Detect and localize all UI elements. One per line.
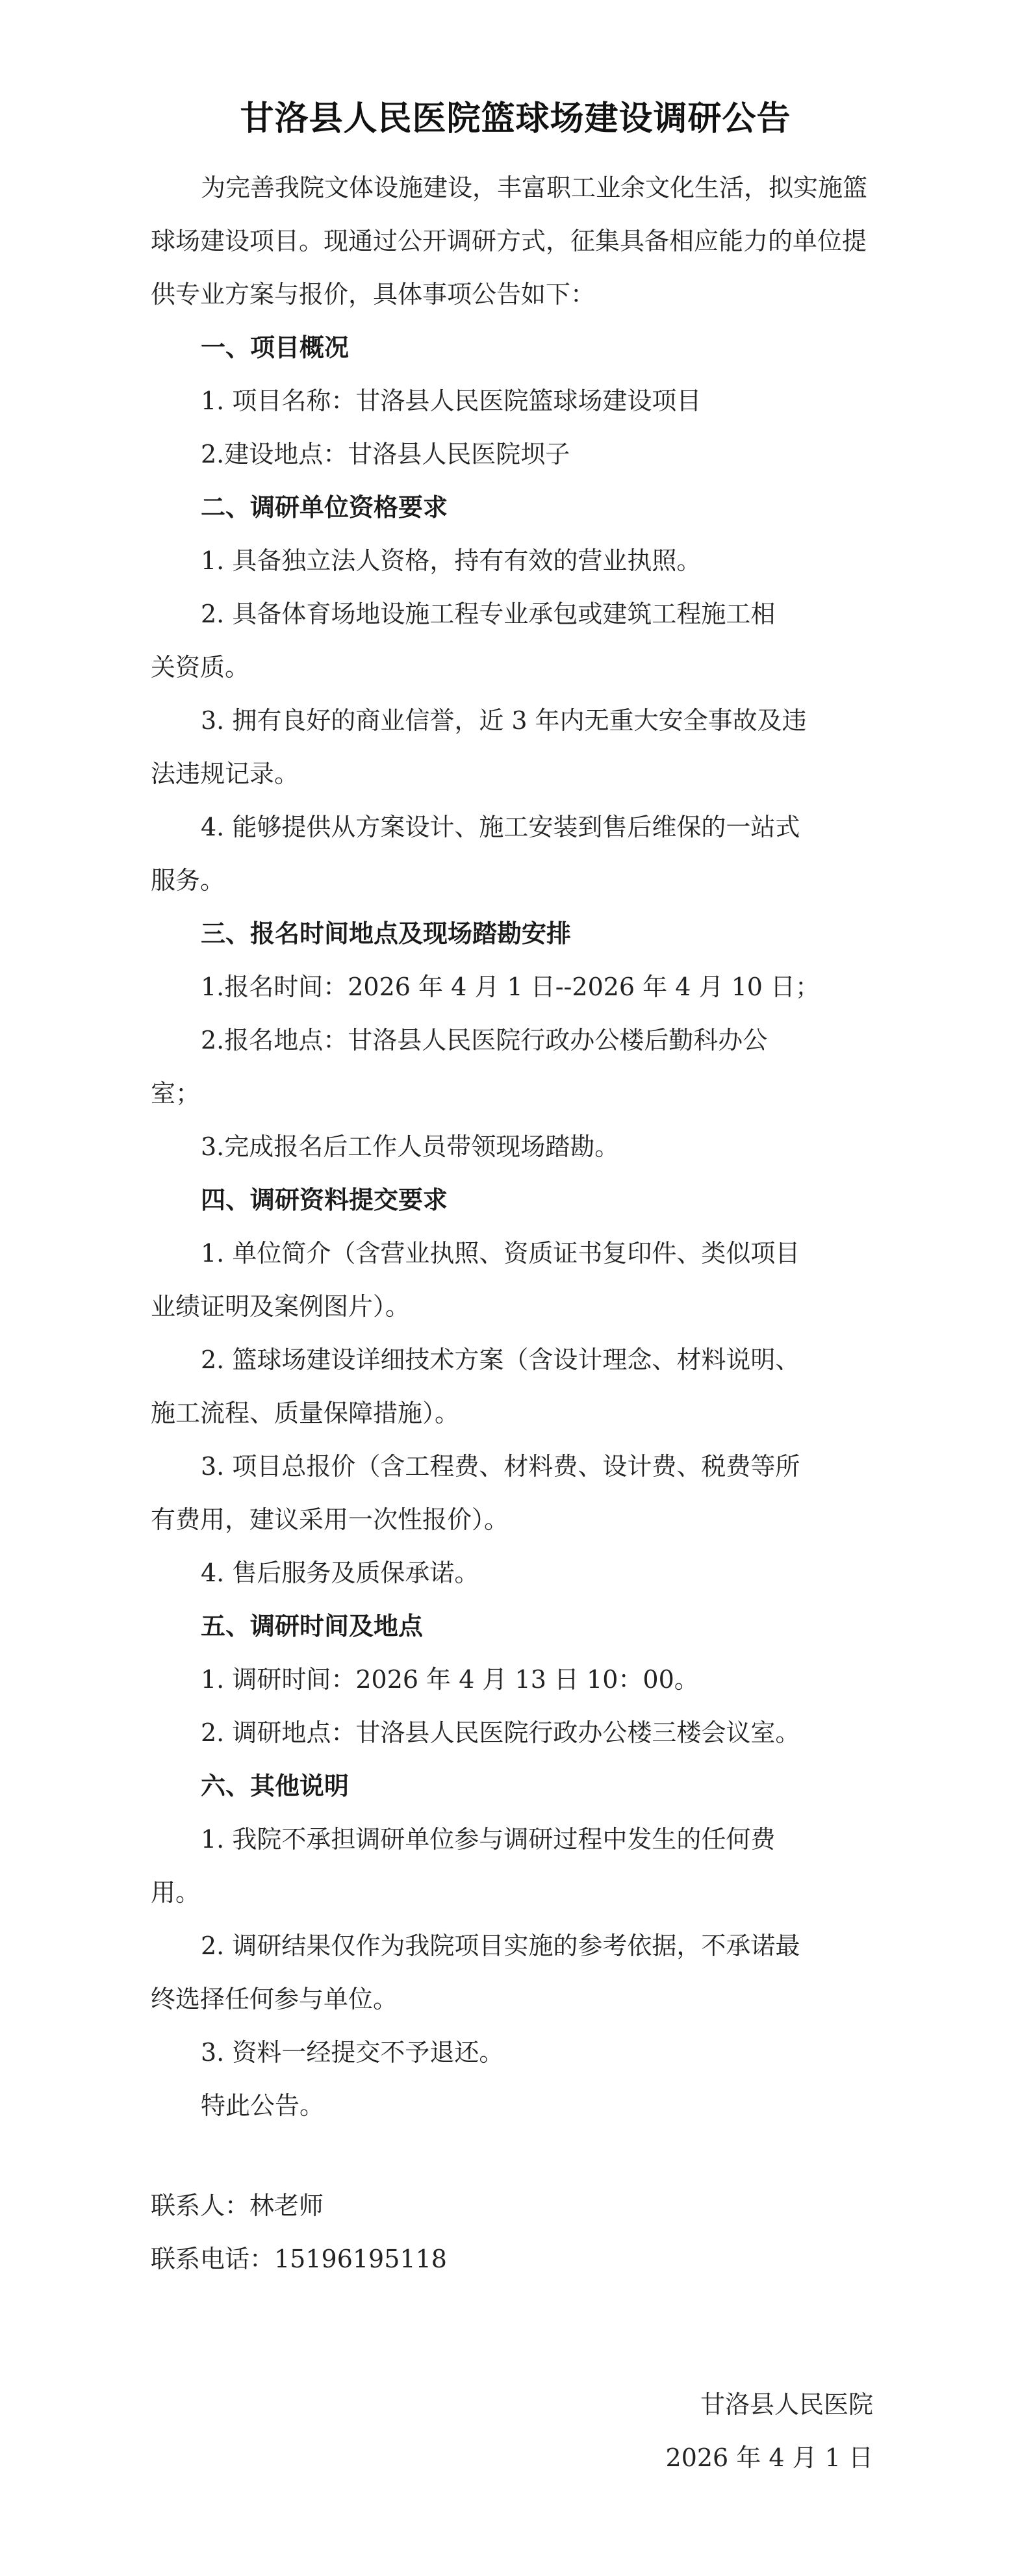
list-item: 1. 单位简介（含营业执照、资质证书复印件、类似项目	[201, 1239, 800, 1268]
section-heading: 三、报名时间地点及现场踏勘安排	[201, 919, 572, 948]
document-title: 甘洛县人民医院篮球场建设调研公告	[240, 99, 791, 138]
list-item: 1. 我院不承担调研单位参与调研过程中发生的任何费	[201, 1825, 776, 1854]
list-item-continuation: 施工流程、质量保障措施）。	[151, 1399, 460, 1427]
section-heading: 四、调研资料提交要求	[201, 1185, 448, 1214]
list-item: 2.建设地点：甘洛县人民医院坝子	[201, 440, 570, 468]
list-item-continuation: 有费用，建议采用一次性报价）。	[151, 1505, 509, 1534]
list-item-continuation: 室；	[151, 1079, 201, 1108]
list-item: 4. 售后服务及质保承诺。	[201, 1559, 479, 1587]
list-item-continuation: 法违规记录。	[151, 759, 299, 788]
list-item: 3. 项目总报价（含工程费、材料费、设计费、税费等所	[201, 1452, 800, 1481]
list-item: 2. 调研地点：甘洛县人民医院行政办公楼三楼会议室。	[201, 1718, 800, 1747]
list-item: 4. 能够提供从方案设计、施工安装到售后维保的一站式	[201, 813, 800, 841]
section-heading: 六、其他说明	[201, 1771, 350, 1800]
list-item: 2. 篮球场建设详细技术方案（含设计理念、材料说明、	[201, 1345, 800, 1374]
list-item-continuation: 业绩证明及案例图片）。	[151, 1292, 411, 1321]
signature-date: 2026 年 4 月 1 日	[665, 2443, 873, 2472]
list-item: 2. 调研结果仅作为我院项目实施的参考依据，不承诺最	[201, 1932, 800, 1960]
list-item: 2. 具备体育场地设施工程专业承包或建筑工程施工相	[201, 600, 776, 628]
list-item-continuation: 用。	[151, 1878, 201, 1907]
intro-paragraph: 为完善我院文体设施建设，丰富职工业余文化生活，拟实施篮球场建设项目。现通过公开调研方式，征集具备相应能力的单位提供专业方案与报价，具体事项公告如下：	[151, 173, 868, 309]
section-heading: 二、调研单位资格要求	[201, 492, 448, 522]
closing-text: 特此公告。	[201, 2091, 325, 2120]
list-item: 1. 调研时间：2026 年 4 月 13 日 10：00。	[201, 1665, 699, 1694]
section-heading: 五、调研时间及地点	[201, 1611, 424, 1640]
contact-phone: 联系电话：15196195118	[151, 2245, 447, 2273]
list-item-continuation: 服务。	[151, 866, 225, 895]
list-item: 1. 具备独立法人资格，持有有效的营业执照。	[201, 546, 702, 575]
list-item: 3. 资料一经提交不予退还。	[201, 2038, 504, 2067]
list-item-continuation: 终选择任何参与单位。	[151, 1985, 398, 2013]
list-item: 1. 项目名称：甘洛县人民医院篮球场建设项目	[201, 387, 702, 415]
list-item: 1.报名时间：2026 年 4 月 1 日--2026 年 4 月 10 日；	[201, 973, 821, 1001]
list-item-continuation: 关资质。	[151, 653, 250, 682]
contact-person: 联系人：林老师	[151, 2191, 324, 2220]
signature-org: 甘洛县人民医院	[700, 2390, 873, 2419]
section-heading: 一、项目概况	[201, 333, 350, 362]
list-item: 3. 拥有良好的商业信誉，近 3 年内无重大安全事故及违	[201, 706, 807, 735]
list-item: 2.报名地点：甘洛县人民医院行政办公楼后勤科办公	[201, 1026, 768, 1054]
list-item: 3.完成报名后工作人员带领现场踏勘。	[201, 1132, 620, 1161]
